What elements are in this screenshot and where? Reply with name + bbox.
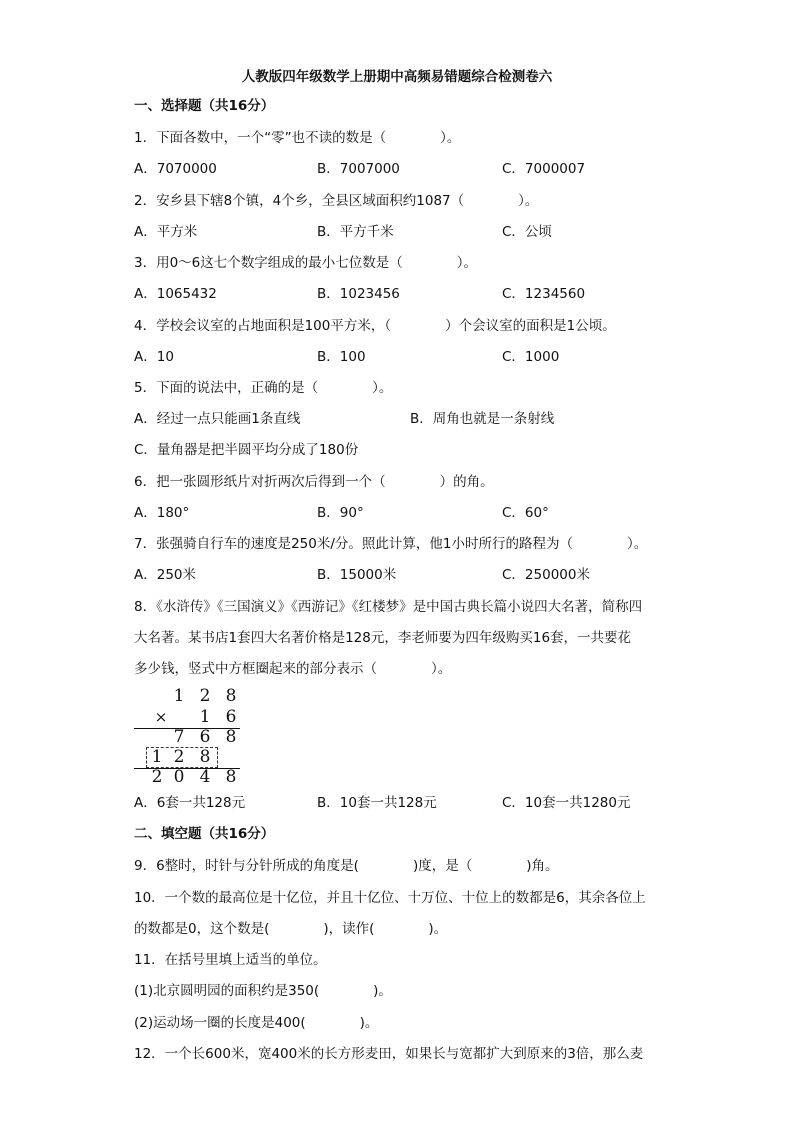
q2-option-b: B．平方千米 bbox=[317, 224, 394, 240]
question-4: 4．学校会议室的占地面积是100平方米，（ ）个会议室的面积是1公顷。 bbox=[134, 318, 616, 334]
digit: 2 bbox=[151, 767, 163, 787]
q1-option-a: A．7070000 bbox=[134, 161, 217, 177]
question-6: 6．把一张圆形纸片对折两次后得到一个（ ）的角。 bbox=[134, 474, 494, 490]
digit: 2 bbox=[173, 747, 185, 767]
q8-option-c: C．10套一共1280元 bbox=[502, 795, 631, 811]
q3-option-b: B．1023456 bbox=[317, 286, 400, 302]
q2-option-a: A．平方米 bbox=[134, 224, 198, 240]
section-fill-heading: 二、填空题（共16分） bbox=[134, 826, 275, 842]
digit: 8 bbox=[225, 686, 237, 706]
digit: 8 bbox=[225, 727, 237, 747]
section-choice-heading: 一、选择题（共16分） bbox=[134, 98, 275, 114]
q5-option-a: A．经过一点只能画1条直线 bbox=[134, 411, 301, 427]
q7-option-c: C．250000米 bbox=[502, 567, 590, 583]
product-row bbox=[134, 767, 244, 787]
question-11-part-2: (2)运动场一圈的长度是400( )。 bbox=[134, 1015, 379, 1031]
multiplicand-row bbox=[134, 686, 244, 706]
digit: 1 bbox=[151, 747, 163, 767]
q5-option-c: C．量角器是把半圆平均分成了180份 bbox=[134, 442, 359, 458]
q4-option-b: B．100 bbox=[317, 349, 366, 365]
question-11-part-1: (1)北京圆明园的面积约是350( )。 bbox=[134, 983, 392, 999]
digit: 8 bbox=[225, 767, 237, 787]
digit: 1 bbox=[173, 686, 185, 706]
q7-option-a: A．250米 bbox=[134, 567, 197, 583]
q7-option-b: B．15000米 bbox=[317, 567, 397, 583]
question-3: 3．用0～6这七个数字组成的最小七位数是（ ）。 bbox=[134, 255, 478, 271]
digit: 0 bbox=[173, 767, 185, 787]
digit: 7 bbox=[173, 727, 185, 747]
question-8-line-3: 多少钱，竖式中方框圈起来的部分表示（ ）。 bbox=[134, 661, 452, 677]
question-8-line-2: 大名著。某书店1套四大名著价格是128元，李老师要为四年级购买16套，一共要花 bbox=[134, 630, 632, 646]
partial-product-2 bbox=[134, 747, 244, 767]
q6-option-a: A．180° bbox=[134, 505, 190, 521]
digit: 1 bbox=[199, 707, 211, 727]
question-10-line-1: 10．一个数的最高位是十亿位，并且十亿位、十万位、十位上的数都是6，其余各位上 bbox=[134, 890, 646, 906]
question-2: 2．安乡县下辖8个镇，4个乡，全县区域面积约1087（ ）。 bbox=[134, 193, 539, 209]
q8-option-b: B．10套一共128元 bbox=[317, 795, 437, 811]
question-11: 11．在括号里填上适当的单位。 bbox=[134, 952, 327, 968]
q2-option-c: C．公顷 bbox=[502, 224, 552, 240]
multiplier-row bbox=[134, 707, 244, 727]
digit: 6 bbox=[199, 727, 211, 747]
digit: 8 bbox=[199, 747, 211, 767]
q3-option-c: C．1234560 bbox=[502, 286, 586, 302]
question-7: 7．张强骑自行车的速度是250米/分。照此计算，他1小时所行的路程为（ ）。 bbox=[134, 536, 648, 552]
digit: 4 bbox=[199, 767, 211, 787]
q4-option-a: A．10 bbox=[134, 349, 174, 365]
question-9: 9．6整时，时针与分针所成的角度是( )度，是（ )角。 bbox=[134, 858, 559, 874]
q1-option-b: B．7007000 bbox=[317, 161, 400, 177]
times-sign: × bbox=[154, 708, 168, 726]
question-10-line-2: 的数都是0，这个数是( )，读作( )。 bbox=[134, 921, 448, 937]
question-8-line-1: 8．《水浒传》《三国演义》《西游记》《红楼梦》是中国古典长篇小说四大名著，简称四 bbox=[134, 599, 643, 615]
q3-option-a: A．1065432 bbox=[134, 286, 217, 302]
q8-option-a: A．6套一共128元 bbox=[134, 795, 246, 811]
q6-option-c: C．60° bbox=[502, 505, 549, 521]
q6-option-b: B．90° bbox=[317, 505, 364, 521]
digit: 6 bbox=[225, 707, 237, 727]
vertical-multiplication bbox=[134, 686, 254, 790]
exam-title: 人教版四年级数学上册期中高频易错题综合检测卷六 bbox=[241, 69, 553, 85]
question-12: 12．一个长600米，宽400米的长方形麦田，如果长与宽都扩大到原来的3倍，那么麦 bbox=[134, 1046, 644, 1062]
q4-option-c: C．1000 bbox=[502, 349, 560, 365]
question-5: 5．下面的说法中，正确的是（ ）。 bbox=[134, 380, 393, 396]
digit: 2 bbox=[199, 686, 211, 706]
q5-option-b: B．周角也就是一条射线 bbox=[410, 411, 555, 427]
q1-option-c: C．7000007 bbox=[502, 161, 586, 177]
partial-product-1 bbox=[134, 727, 244, 747]
question-1: 1．下面各数中，一个“零”也不读的数是（ ）。 bbox=[134, 130, 461, 146]
